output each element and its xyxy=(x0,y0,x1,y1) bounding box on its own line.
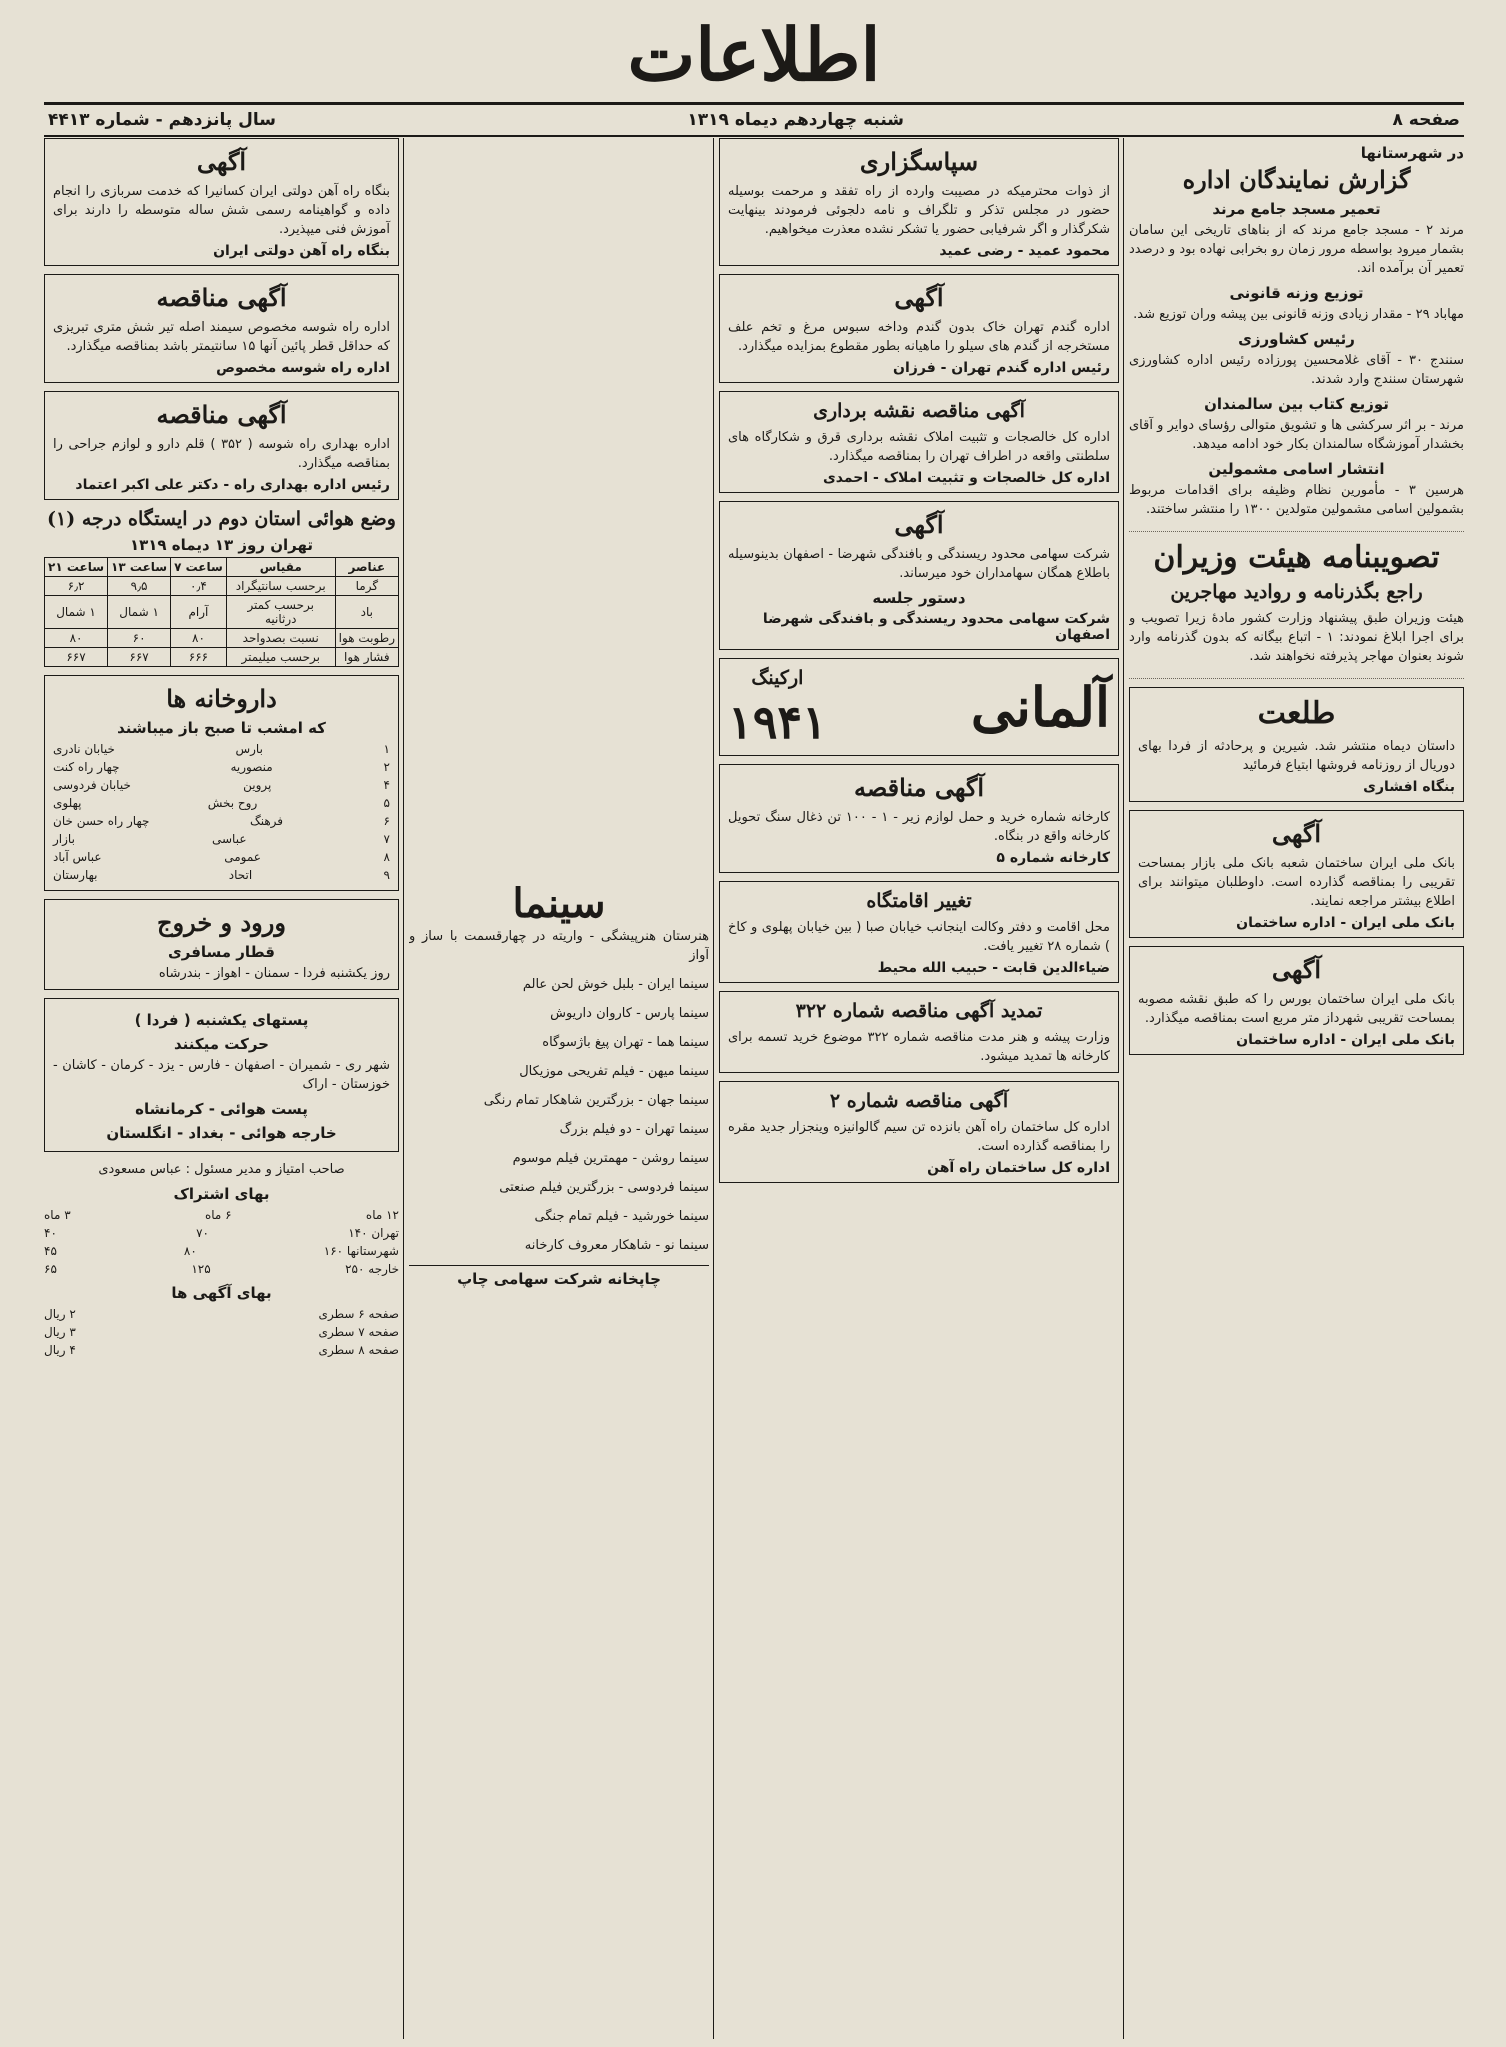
alman-title: آلمانی xyxy=(970,675,1110,739)
foreign-post-title: خارجه هوائی - بغداد - انگلستان xyxy=(106,1124,337,1142)
weather-cell: ۱ شمال xyxy=(45,596,108,629)
pharmacy-title: داروخانه ها xyxy=(166,684,277,713)
ads-price-list xyxy=(44,1305,399,1359)
pharmacy-item: ۵ روح بخش پهلوی xyxy=(53,796,390,810)
post-title: پستهای یکشنبه ( فردا ) xyxy=(134,1011,309,1029)
travel-text: روز یکشنبه فردا - سمنان - اهواز - بندرشاه xyxy=(158,966,390,981)
road-text: اداره راه شوسه مخصوص سیمند اصله تیر شش متری تبریزی که حداقل قطر پائین آنها ۱۵ سانتیمتر باشد بمناقصه میگذارد. xyxy=(53,320,390,354)
pharmacy-subtitle: که امشب تا صبح باز میباشند xyxy=(117,719,326,737)
travel-subtitle: قطار مسافری xyxy=(167,943,275,961)
weather-cell: ۹٫۵ xyxy=(108,577,171,596)
books-title: توزیع کتاب بین سالمندان xyxy=(1204,395,1389,413)
railway-notice xyxy=(44,138,399,266)
bank-ad-1-title: آگهی xyxy=(1271,819,1322,848)
thanks-signature: محمود عمید - رضی عمید xyxy=(939,243,1110,259)
wheat-text: اداره گندم تهران خاک بدون گندم وداخه سبوس مرغ و تخم علف مستخرجه از گندم های سیلو را ماهیانه بطور مقطوع بمزایده میگذارد. xyxy=(728,320,1110,354)
subscription-list xyxy=(44,1206,399,1278)
map-text: اداره کل خالصجات و تثبیت املاک نقشه برداری قرق و شکارگاه های سلطنتی واقعه در اطراف تهران را بمناقصه میگذارد. xyxy=(728,430,1110,464)
newspaper-page xyxy=(44,0,1464,2047)
newspaper-logo: اطلاعات xyxy=(627,12,881,97)
pharmacy-item: ۴ پروین خیابان فردوسی xyxy=(53,778,390,792)
tender2-text: اداره کل ساختمان راه آهن بانزده تن سیم گالوانیزه وینجزار جدید مقره را بمناقصه گذارده است. xyxy=(728,1120,1110,1154)
bank-ad-1-text: بانک ملی ایران ساختمان شعبه بانک ملی بازار بمساحت تقریبی را بمناقصه گذارده است. داوطلبان میتوانند برای اطلاع بیشتر مراجعه نمایند. xyxy=(1138,856,1455,909)
weather-cell: گرما xyxy=(335,577,398,596)
law-text: مهاباد ۲۹ - مقدار زیادی وزنه قانونی بین پیشه وران توزیع شد. xyxy=(1133,307,1464,322)
farm-title: رئیس کشاورزی xyxy=(1238,330,1355,348)
thanks-title: سپاسگزاری xyxy=(859,147,979,176)
weather-cell: رطوبت هوا xyxy=(335,629,398,648)
column-left xyxy=(44,138,399,2039)
ads-price-title: بهای آگهی ها xyxy=(171,1284,272,1302)
map-signature: اداره کل خالصجات و تثبیت املاک - احمدی xyxy=(822,470,1110,486)
pharmacy-item: ۹ اتحاد بهارستان xyxy=(53,868,390,882)
cinema-item: سینما ایران - بلبل خوش لحن عالم xyxy=(522,977,709,992)
medical-signature: رئیس اداره بهداری راه - دکتر علی اکبر اعتماد xyxy=(75,477,390,493)
spinning-signature: شرکت سهامی محدود ریسندگی و بافندگی شهرضا اصفهان xyxy=(762,611,1110,643)
weather-cell: برحسب میلیمتر xyxy=(226,648,335,667)
section-label: در شهرستانها xyxy=(1360,144,1464,162)
farm-text: سنندج ۳۰ - آقای غلامحسین پورزاده رئیس اداره کشاورزی شهرستان سنندج وارد شدند. xyxy=(1129,353,1464,387)
weather-cell: برحسب سانتیگراد xyxy=(226,577,335,596)
weather-cell: ۱ شمال xyxy=(108,596,171,629)
railway-signature: بنگاه راه آهن دولتی ایران xyxy=(213,243,390,259)
cabinet-subheadline: راجع بگذرنامه و روادید مهاجرین xyxy=(1170,581,1423,603)
tala-signature: بنگاه افشاری xyxy=(1363,779,1455,795)
road-notice xyxy=(44,274,399,383)
bank-ad-1 xyxy=(1129,810,1464,938)
wheat-title: آگهی xyxy=(894,283,944,312)
weather-header-cell: مقیاس xyxy=(226,558,335,577)
arkink-year: ۱۹۴۱ xyxy=(728,695,827,749)
air-post-title: پست هوائی - کرمانشاه xyxy=(135,1100,308,1118)
cinema-item: سینما جهان - بزرگترین شاهکار تمام رنگی xyxy=(483,1093,709,1108)
thanks-notice xyxy=(719,138,1119,266)
medical-text: اداره بهداری راه شوسه ( ۳۵۲ ) قلم دارو و لوازم جراحی را بمناقصه میگذارد. xyxy=(53,437,390,471)
mosque-text: مرند ۲ - مسجد جامع مرند که از بناهای تاریخی این سامان بشمار میرود بواسطه مرور زمان رو بخرابی نهاده بود و درصدد تعمیر آن برآمده اند. xyxy=(1129,223,1464,276)
report-headline: گزارش نمایندگان اداره xyxy=(1182,165,1411,194)
alman-arkink-ad xyxy=(719,658,1119,756)
factory-signature: کارخانه شماره ۵ xyxy=(996,850,1110,866)
weather-title: وضع هوائی استان دوم در ایستگاه درجه (۱) xyxy=(47,508,396,530)
map-notice xyxy=(719,391,1119,493)
cinema-item: سینما تهران - دو فیلم بزرگ xyxy=(559,1122,709,1137)
travel-box xyxy=(44,899,399,990)
weather-cell: ۶٫۲ xyxy=(45,577,108,596)
factory-title: آگهی مناقصه xyxy=(853,773,985,802)
weather-cell: باد xyxy=(335,596,398,629)
weather-header-cell: ساعت ۲۱ xyxy=(45,558,108,577)
books-text: مرند - بر اثر سرکشی ها و تشویق متوالی رؤسای دوایر و آقای بخشدار آموزشگاه سالمندان بکار خود ادامه میدهد. xyxy=(1129,418,1464,452)
spinning-notice xyxy=(719,501,1119,650)
weather-header-cell: ساعت ۱۳ xyxy=(108,558,171,577)
pharmacy-item: ۲ منصوریه چهار راه کنت xyxy=(53,760,390,774)
law-title: توزیع وزنه قانونی xyxy=(1229,284,1364,302)
wheat-notice xyxy=(719,274,1119,383)
names-text: هرسین ۳ - مأمورین نظام وظیفه برای اقدامات مربوط بشمولین اسامی مشمولین متولدین ۱۳۰۰ را منتشر ساختند. xyxy=(1129,483,1464,517)
column-cinemas xyxy=(409,880,709,2039)
pharmacy-box xyxy=(44,675,399,891)
bank-ad-2 xyxy=(1129,946,1464,1055)
medical-title: آگهی مناقصه xyxy=(156,400,287,429)
pharmacy-item: ۷ عباسی بازار xyxy=(53,832,390,846)
factory-notice xyxy=(719,764,1119,873)
pharmacy-item: ۱ بارس خیابان نادری xyxy=(53,742,390,756)
address-title: تغییر اقامتگاه xyxy=(866,890,972,912)
bank-ad-2-title: آگهی xyxy=(1271,955,1322,984)
map-title: آگهی مناقصه نقشه برداری xyxy=(813,400,1025,422)
weather-cell: نسبت بصدواحد xyxy=(226,629,335,648)
cinema-item: سینما خورشید - فیلم تمام جنگی xyxy=(534,1209,709,1224)
masthead xyxy=(44,10,1464,100)
printer-credit: چاپخانه شرکت سهامی چاپ xyxy=(409,1265,709,1288)
tala-text: داستان دیماه منتشر شد. شیرین و پرحادثه از فردا بهای دوریال از روزنامه فروشها ابتیاع فرمائید xyxy=(1138,739,1455,773)
arkink-title: ارکینگ xyxy=(751,667,804,689)
cinema-item: هنرستان هنرپیشگی - واریته در چهارقسمت با ساز و آواز xyxy=(409,929,709,963)
spinning-title: آگهی xyxy=(894,510,944,539)
tala-ad xyxy=(1129,687,1464,802)
cinema-item: سینما میهن - فیلم تفریحی موزیکال xyxy=(519,1064,709,1079)
cinema-item: سینما پارس - کاروان داریوش xyxy=(550,1006,709,1021)
weather-header-cell: عناصر xyxy=(335,558,398,577)
weather-cell: ۶۶۷ xyxy=(108,648,171,667)
cabinet-headline: تصویبنامه هیئت وزیران xyxy=(1153,540,1440,575)
factory-text: کارخانه شماره خرید و حمل لوازم زیر - ۱ - ۱۰۰ تن ذغال سنگ تحویل کارخانه واقع در بنگاه. xyxy=(728,810,1110,844)
pharmacy-item: ۸ عمومی عباس آباد xyxy=(53,850,390,864)
spinning-agenda: دستور جلسه xyxy=(872,589,966,607)
ads-price-row: صفحه ۷ سطری ۳ ریال xyxy=(44,1325,399,1339)
weather-row xyxy=(45,648,399,667)
cinema-item: سینما روشن - مهمترین فیلم موسوم xyxy=(512,1151,709,1166)
address-signature: ضیاءالدین قابت - حبیب الله محیط xyxy=(877,960,1110,976)
renew-notice xyxy=(719,991,1119,1073)
road-signature: اداره راه شوسه مخصوص xyxy=(216,360,390,376)
subscription-row: خارجه ۲۵۰ ۱۲۵ ۶۵ xyxy=(44,1262,399,1276)
subscription-row: تهران ۱۴۰ ۷۰ ۴۰ xyxy=(44,1226,399,1240)
post-box xyxy=(44,998,399,1152)
tender2-notice xyxy=(719,1081,1119,1183)
weather-cell: آرام xyxy=(171,596,227,629)
weather-subtitle: تهران روز ۱۳ دیماه ۱۳۱۹ xyxy=(129,536,314,554)
thanks-text: از ذوات محترمیکه در مصیبت وارده از راه تفقد و مرحمت بوسیله حضور در مجلس تذکر و تلگراف و نامه دلجوئی فرمودند بینهایت شکرگذار و اگر شرفیابی حضور یا تشکر نشده معذرت میخواهیم. xyxy=(728,184,1110,237)
weather-cell: ۶۶۷ xyxy=(45,648,108,667)
ads-price-row: صفحه ۸ سطری ۴ ریال xyxy=(44,1343,399,1357)
pharmacy-item: ۶ فرهنگ چهار راه حسن خان xyxy=(53,814,390,828)
subscription-title: بهای اشتراک xyxy=(173,1185,270,1203)
mosque-title: تعمیر مسجد جامع مرند xyxy=(1212,200,1381,218)
column-notices xyxy=(719,138,1119,2039)
pharmacy-list xyxy=(53,740,390,884)
weather-cell: ۶۶۶ xyxy=(171,648,227,667)
tala-title: طلعت xyxy=(1257,696,1336,731)
dateline xyxy=(44,102,1464,137)
cinema-item: سینما هما - تهران پیغ باژسوگاه xyxy=(542,1035,709,1050)
weather-row xyxy=(45,577,399,596)
spinning-text: شرکت سهامی محدود ریسندگی و بافندگی شهرضا - اصفهان بدینوسیله باطلاع همگان سهامداران خود میرساند. xyxy=(728,547,1110,581)
owner-credit: صاحب امتیاز و مدیر مسئول : عباس مسعودی xyxy=(98,1162,345,1177)
bank-ad-1-signature: بانک ملی ایران - اداره ساختمان xyxy=(1236,915,1455,931)
weather-table xyxy=(44,557,399,667)
renew-title: تمدید آگهی مناقصه شماره ۳۲۲ xyxy=(795,1000,1043,1022)
address-text: محل اقامت و دفتر وکالت اینجانب خیابان صبا ( بین خیابان پهلوی و کاخ ) شماره ۲۸ تغییر یافت. xyxy=(728,920,1110,954)
subscription-row: شهرستانها ۱۶۰ ۸۰ ۴۵ xyxy=(44,1244,399,1258)
weather-cell: ۸۰ xyxy=(45,629,108,648)
cinema-item: سینما فردوسی - بزرگترین فیلم صنعتی xyxy=(499,1180,709,1195)
weather-cell: فشار هوا xyxy=(335,648,398,667)
issue-number: سال پانزدهم - شماره ۴۴۱۳ xyxy=(48,110,276,130)
bank-ad-2-text: بانک ملی ایران ساختمان بورس را که طبق نقشه مصوبه بمساحت تقریبی شهرداز متر مربع است بمناقصه میگذارد. xyxy=(1138,992,1455,1026)
travel-title: ورود و خروج xyxy=(157,908,286,937)
page-number: صفحه ۸ xyxy=(1392,110,1460,130)
cinema-headline: سینما xyxy=(512,880,606,927)
cinema-list xyxy=(409,927,709,1255)
post-text: شهر ری - شمیران - اصفهان - فارس - یزد - کرمان - کاشان - خوزستان - اراک xyxy=(53,1058,390,1092)
tender2-title: آگهی مناقصه شماره ۲ xyxy=(829,1090,1009,1112)
weather-cell: ۶۰ xyxy=(108,629,171,648)
medical-notice xyxy=(44,391,399,500)
weather-cell: ۸۰ xyxy=(171,629,227,648)
railway-title: آگهی xyxy=(196,147,247,176)
weather-row xyxy=(45,596,399,629)
weather-row xyxy=(45,629,399,648)
cinema-item: سینما نو - شاهکار معروف کارخانه xyxy=(524,1238,709,1253)
post-subtitle: حرکت میکنند xyxy=(173,1035,269,1053)
weather-header-cell: ساعت ۷ xyxy=(171,558,227,577)
renew-text: وزارت پیشه و هنر مدت مناقصه شماره ۳۲۲ موضوع خرید تسمه برای کارخانه ها تمدید میشود. xyxy=(728,1030,1110,1064)
weather-report xyxy=(44,508,399,667)
issue-date: شنبه چهاردهم دیماه ۱۳۱۹ xyxy=(687,110,904,130)
address-notice xyxy=(719,881,1119,983)
ads-price-row: صفحه ۶ سطری ۲ ریال xyxy=(44,1307,399,1321)
cabinet-text: هیئت وزیران طبق پیشنهاد وزارت کشور مادهٔ زیرا تصویب و برای اجرا ابلاغ نمودند: ۱ - اتباع بیگانه که بدون گذرنامه وارد شوند بعنوان مهاجر پذیرفته نخواهند شد. xyxy=(1129,611,1464,664)
tender2-signature: اداره کل ساختمان راه آهن xyxy=(927,1160,1110,1176)
names-title: انتشار اسامی مشمولین xyxy=(1208,460,1385,478)
weather-cell: برحسب کمتر درثانیه xyxy=(226,596,335,629)
column-provinces xyxy=(1129,138,1464,2039)
weather-cell: ۰٫۴ xyxy=(171,577,227,596)
railway-text: بنگاه راه آهن دولتی ایران کسانیرا که خدمت سربازی را انجام داده و گواهینامه رسمی شش ساله متوسطه را دارند برای آموزش فنی میپذیرد. xyxy=(53,184,390,237)
subscription-row: ۱۲ ماه ۶ ماه ۳ ماه xyxy=(44,1208,399,1222)
road-title: آگهی مناقصه xyxy=(156,283,287,312)
wheat-signature: رئیس اداره گندم تهران - فرزان xyxy=(893,360,1110,376)
bank-ad-2-signature: بانک ملی ایران - اداره ساختمان xyxy=(1236,1032,1455,1048)
